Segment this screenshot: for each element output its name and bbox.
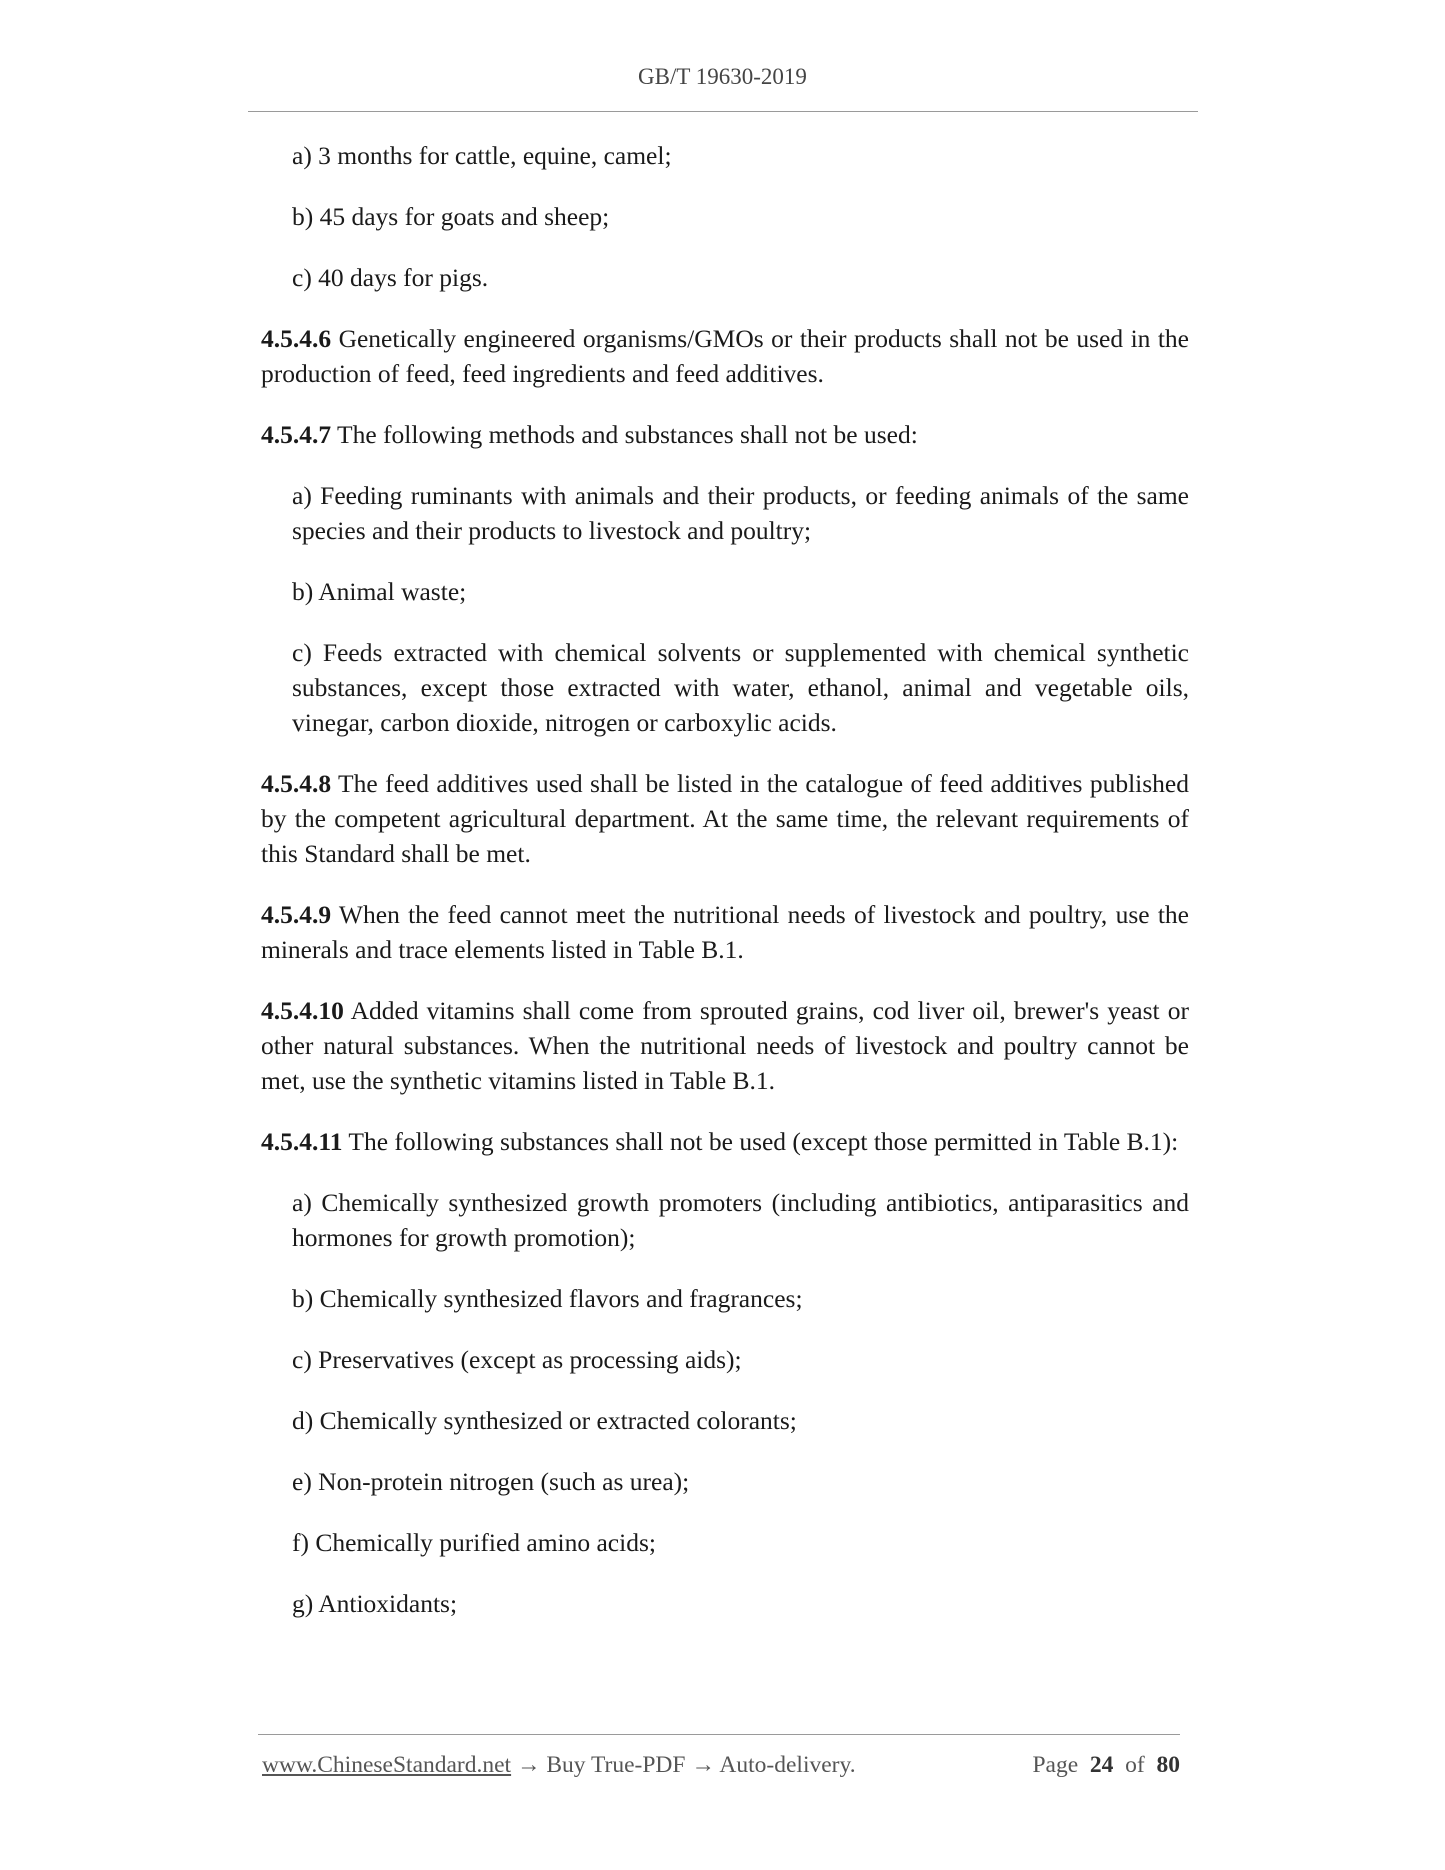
- arrow-right-icon: →: [691, 1752, 715, 1778]
- list-item: c) Feeds extracted with chemical solvents or supplemented with chemical synthetic substances, except those extracted with water, ethanol, animal and vegetable oils, vinegar, carbon dioxide, nitrogen or carboxylic acids.: [292, 638, 1189, 737]
- clause-number: 4.5.4.6: [261, 324, 332, 353]
- clause-4-5-4-11: 4.5.4.11 The following substances shall not be used (except those permitted in Table B.1):: [261, 1127, 1179, 1156]
- document-body: [261, 138, 1189, 1647]
- list-item: a) Chemically synthesized growth promoters (including antibiotics, antiparasitics and hormones for growth promotion);: [292, 1188, 1189, 1252]
- clause-4-5-4-7: 4.5.4.7 The following methods and substances shall not be used:: [261, 420, 918, 449]
- list-item: b) Animal waste;: [292, 577, 467, 606]
- list-item: e) Non-protein nitrogen (such as urea);: [292, 1467, 690, 1496]
- list-item: c) 40 days for pigs.: [292, 263, 489, 292]
- current-page: 24: [1089, 1752, 1114, 1778]
- clause-4-5-4-10: 4.5.4.10 Added vitamins shall come from sprouted grains, cod liver oil, brewer's yeast or other natural substances. When the nutritional needs of livestock and poultry cannot be met, use the synthetic vitamins listed in Table B.1.: [261, 996, 1189, 1095]
- list-item: b) 45 days for goats and sheep;: [292, 202, 610, 231]
- document-header: GB/T 19630-2019: [638, 64, 807, 89]
- clause-number: 4.5.4.7: [261, 420, 332, 449]
- clause-number: 4.5.4.9: [261, 900, 332, 929]
- list-item: a) 3 months for cattle, equine, camel;: [292, 141, 672, 170]
- clause-number: 4.5.4.10: [261, 996, 344, 1025]
- clause-number: 4.5.4.11: [261, 1127, 343, 1156]
- page-indicator: Page 24 of 80: [1032, 1752, 1180, 1778]
- list-item: b) Chemically synthesized flavors and fragrances;: [292, 1284, 803, 1313]
- footer-links: [262, 1752, 856, 1779]
- list-item: d) Chemically synthesized or extracted colorants;: [292, 1406, 797, 1435]
- clause-4-5-4-9: 4.5.4.9 When the feed cannot meet the nutritional needs of livestock and poultry, use the minerals and trace elements listed in Table B.1.: [261, 900, 1189, 964]
- list-item: g) Antioxidants;: [292, 1589, 458, 1618]
- clause-4-5-4-8: 4.5.4.8 The feed additives used shall be listed in the catalogue of feed additives published by the competent agricultural department. At the same time, the relevant requirements of this Standard shall be met.: [261, 769, 1189, 868]
- arrow-right-icon: →: [516, 1752, 541, 1778]
- list-item: a) Feeding ruminants with animals and their products, or feeding animals of the same species and their products to livestock and poultry;: [292, 481, 1189, 545]
- total-pages: 80: [1156, 1752, 1180, 1778]
- list-item: c) Preservatives (except as processing aids);: [292, 1345, 742, 1374]
- site-link[interactable]: www.ChineseStandard.net: [262, 1752, 512, 1778]
- list-item: f) Chemically purified amino acids;: [292, 1528, 656, 1557]
- clause-4-5-4-6: 4.5.4.6 Genetically engineered organisms/GMOs or their products shall not be used in the production of feed, feed ingredients and feed additives.: [261, 324, 1189, 388]
- auto-delivery-text: Auto-delivery.: [719, 1752, 856, 1778]
- header-divider: [248, 111, 1198, 112]
- clause-number: 4.5.4.8: [261, 769, 332, 798]
- footer-divider: [258, 1734, 1180, 1735]
- buy-pdf-text: Buy True-PDF: [546, 1752, 686, 1778]
